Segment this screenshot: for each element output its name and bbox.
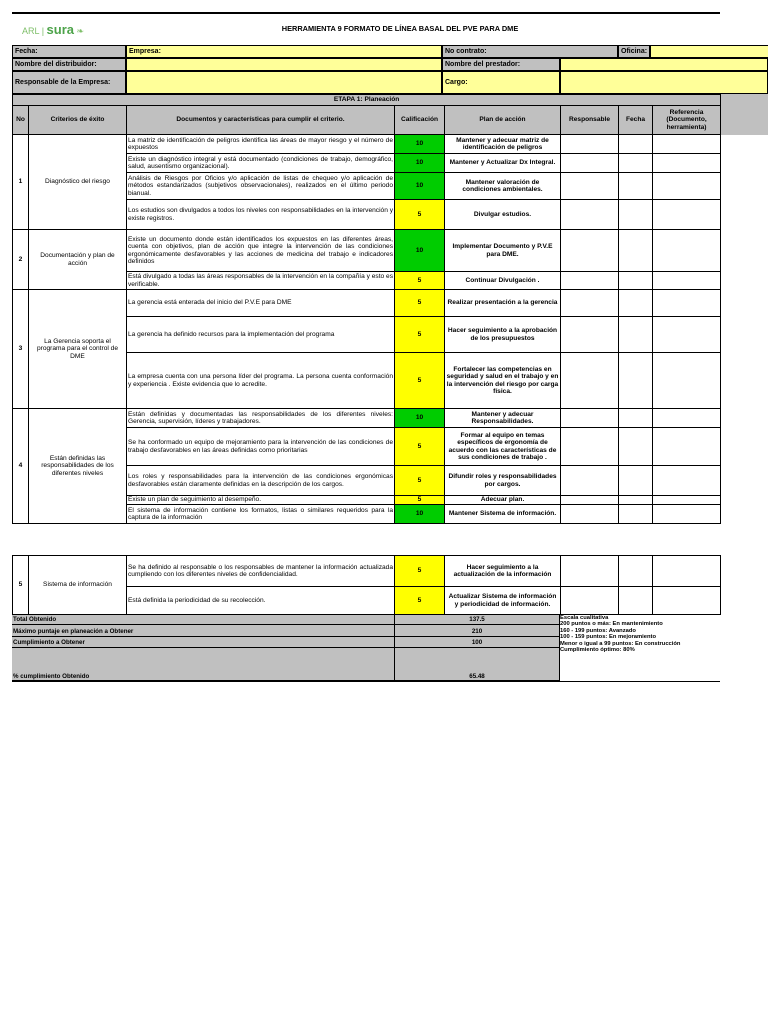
- responsable-cell[interactable]: [561, 587, 619, 615]
- fecha-cell[interactable]: [619, 556, 653, 587]
- referencia-cell[interactable]: [653, 556, 721, 587]
- plan-cell: Continuar Divulgación .: [445, 272, 561, 290]
- responsable-cell[interactable]: [561, 135, 619, 154]
- documento-cell: La gerencia ha definido recursos para la implementación del programa: [127, 317, 395, 353]
- total-label: Total Obtenido: [13, 616, 57, 623]
- fecha-cell[interactable]: [619, 272, 653, 290]
- score-cell[interactable]: 5: [395, 556, 445, 587]
- oficina-field[interactable]: [650, 45, 768, 58]
- plan-cell: Mantener y Actualizar Dx Integral.: [445, 154, 561, 173]
- documento-cell: El sistema de información contiene los formatos, listas o similares requeridos para la captura de la información: [127, 505, 395, 524]
- prestador-field[interactable]: [560, 58, 768, 71]
- side-gray-block: [720, 94, 768, 135]
- referencia-cell[interactable]: [653, 135, 721, 154]
- referencia-cell[interactable]: [653, 353, 721, 409]
- fecha-cell[interactable]: [619, 587, 653, 615]
- responsable-label: Responsable de la Empresa:: [12, 71, 126, 94]
- plan-cell: Implementar Documento y P.V.E para DME.: [445, 230, 561, 272]
- totals-divider-2: [12, 636, 560, 637]
- criterio-cell: Diagnóstico del riesgo: [29, 135, 127, 230]
- pct-value: 65.48: [469, 673, 485, 680]
- plan-cell: Hacer seguimiento a la actualización de la información: [445, 556, 561, 587]
- documento-cell: Se ha definido al responsable o los responsables de mantener la información actualizada cumpliendo con los diferentes niveles de confidencialidad.: [127, 556, 395, 587]
- documento-cell: La matriz de identificación de peligros identifica las áreas de mayor riesgo y el número de expuestos: [127, 135, 395, 154]
- referencia-cell[interactable]: [653, 496, 721, 505]
- max-label: Máximo puntaje en planeación a Obtener: [13, 628, 134, 635]
- bottom-rule: [12, 681, 720, 682]
- etapa-header: ETAPA 1: Planeación: [13, 95, 721, 106]
- plan-cell: Mantener y adecuar matriz de identificación de peligros: [445, 135, 561, 154]
- escala-line: 100 - 159 puntos: En mejoramiento: [560, 634, 656, 641]
- referencia-cell[interactable]: [653, 409, 721, 428]
- plan-cell: Mantener valoración de condiciones ambientales.: [445, 173, 561, 200]
- plan-cell: Divulgar estudios.: [445, 200, 561, 230]
- documento-cell: La gerencia está enterada del inicio del P.V.E para DME: [127, 290, 395, 317]
- score-cell[interactable]: 10: [395, 409, 445, 428]
- score-cell[interactable]: 10: [395, 135, 445, 154]
- cargo-field[interactable]: [560, 71, 768, 94]
- fecha-cell[interactable]: [619, 409, 653, 428]
- fecha-cell[interactable]: [619, 135, 653, 154]
- total-value: 137.5: [469, 616, 485, 623]
- oficina-label: Oficina:: [618, 45, 650, 58]
- referencia-cell[interactable]: [653, 587, 721, 615]
- no-contrato-field[interactable]: No contrato:: [442, 45, 618, 58]
- documento-cell: Está divulgado a todas las áreas responsables de la intervención en la compañía y esto es verificable.: [128, 273, 394, 288]
- referencia-cell[interactable]: [653, 428, 721, 466]
- cargo-label: Cargo:: [442, 71, 560, 94]
- responsable-cell[interactable]: [561, 496, 619, 505]
- responsable-cell[interactable]: [561, 466, 619, 496]
- referencia-cell[interactable]: [653, 505, 721, 524]
- referencia-cell[interactable]: [653, 466, 721, 496]
- escala-cualitativa: [560, 615, 680, 653]
- responsable-cell[interactable]: [561, 505, 619, 524]
- responsable-cell[interactable]: [561, 154, 619, 173]
- documento-cell: Está definida la periodicidad de su recolección.: [127, 587, 395, 615]
- responsable-cell[interactable]: [561, 230, 619, 272]
- fecha-cell[interactable]: [619, 154, 653, 173]
- score-cell[interactable]: 5: [395, 353, 445, 409]
- plan-cell: Hacer seguimiento a la aprobación de los presupuestos: [445, 317, 561, 353]
- score-cell[interactable]: 10: [395, 230, 445, 272]
- responsable-cell[interactable]: [561, 317, 619, 353]
- score-cell[interactable]: 5: [395, 466, 445, 496]
- documento-cell: Los estudios son divulgados a todos los niveles con responsabilidades en la intervención y existe registros.: [127, 200, 395, 230]
- fecha-cell[interactable]: [619, 496, 653, 505]
- criterio-cell: Documentación y plan de acción: [29, 230, 127, 290]
- responsable-cell[interactable]: [561, 272, 619, 290]
- documento-cell: Se ha conformado un equipo de mejoramiento para la intervención de las condiciones de trabajo desfavorables en las áreas definidas como prioritarias: [127, 428, 395, 466]
- responsable-cell[interactable]: [561, 353, 619, 409]
- plan-cell: Realizar presentación a la gerencia: [445, 290, 561, 317]
- col-documentos: Documentos y características para cumplir el criterio.: [127, 106, 395, 135]
- sistema-informacion-table: [12, 555, 721, 615]
- prestador-label: Nombre del prestador:: [442, 58, 560, 71]
- page-title: HERRAMIENTA 9 FORMATO DE LÍNEA BASAL DEL PVE PARA DME: [281, 24, 519, 33]
- cumplimiento-value: 100: [471, 639, 483, 646]
- fecha-cell[interactable]: [619, 200, 653, 230]
- totals-divider-1: [12, 624, 560, 625]
- referencia-cell[interactable]: [653, 230, 721, 272]
- score-cell[interactable]: 5: [395, 272, 445, 290]
- responsable-cell[interactable]: [561, 428, 619, 466]
- row-number: 2: [13, 230, 29, 290]
- score-cell[interactable]: 5: [395, 428, 445, 466]
- escala-line: Cumplimiento óptimo: 80%: [560, 647, 635, 654]
- row-number: 3: [13, 290, 29, 409]
- row-number: 4: [13, 409, 29, 524]
- col-plan: Plan de acción: [445, 106, 561, 135]
- leaf-icon: ❧: [76, 26, 85, 36]
- col-calificacion: Calificación: [395, 106, 445, 135]
- fecha-cell[interactable]: [619, 428, 653, 466]
- documento-cell: Los roles y responsabilidades para la intervención de las condiciones ergonómicas desfavorables están claramente definidas en la descripción de los cargos.: [127, 466, 395, 496]
- arl-sura-logo: ARL | sura ❧: [22, 22, 85, 37]
- col-fecha: Fecha: [619, 106, 653, 135]
- score-cell[interactable]: 10: [395, 505, 445, 524]
- distribuidor-label: Nombre del distribuidor:: [12, 58, 126, 71]
- cumplimiento-label: Cumplimiento a Obtener: [13, 639, 85, 646]
- plan-cell: Fortalecer las competencias en seguridad y salud en el trabajo y en la intervención del riesgo por carga física.: [445, 353, 561, 409]
- fecha-cell[interactable]: [619, 290, 653, 317]
- responsable-field[interactable]: [126, 71, 442, 94]
- score-cell[interactable]: 10: [395, 173, 445, 200]
- totals-divider-3: [12, 647, 560, 648]
- plan-cell: Formar al equipo en temas específicos de ergonomía de acuerdo con las características de sus condiciones de trabajo .: [445, 428, 561, 466]
- referencia-cell[interactable]: [653, 200, 721, 230]
- row-number: 1: [13, 135, 29, 230]
- col-no: No: [13, 106, 29, 135]
- totals-vertical-divider: [394, 614, 395, 681]
- escala-line: Escala cualitativa: [560, 615, 609, 621]
- fecha-cell[interactable]: [619, 173, 653, 200]
- empresa-field[interactable]: Empresa:: [126, 45, 442, 58]
- plan-cell: Mantener y adecuar Responsabilidades.: [445, 409, 561, 428]
- score-cell[interactable]: 5: [395, 496, 445, 505]
- fecha-cell[interactable]: [619, 466, 653, 496]
- escala-line: Menor o igual a 99 puntos: En construcción: [560, 640, 681, 647]
- referencia-cell[interactable]: [653, 272, 721, 290]
- responsable-cell[interactable]: [561, 200, 619, 230]
- score-cell[interactable]: 10: [395, 154, 445, 173]
- row-number: 5: [13, 556, 29, 615]
- criterio-cell: Están definidas las responsabilidades de los diferentes niveles: [29, 409, 127, 524]
- documento-cell: Están definidas y documentadas las responsabilidades de los diferentes niveles: Gerencia, supervisión, líderes y trabajadores.: [127, 409, 395, 428]
- responsable-cell[interactable]: [561, 556, 619, 587]
- documento-cell: Existe un documento donde están identificados los expuestos en las diferentes áreas, cuenta con objetivos, plan de acción que integre la intervención de las condiciones ergonómicamente desfavorables y las acciones de medicina del trabajo e indicadores definidos: [127, 230, 395, 272]
- plan-cell: Actualizar Sistema de información y periodicidad de información.: [445, 587, 561, 615]
- plan-cell: Difundir roles y responsabilidades por cargos.: [445, 466, 561, 496]
- score-cell[interactable]: 5: [395, 317, 445, 353]
- referencia-cell[interactable]: [653, 154, 721, 173]
- documento-cell: Existe un diagnóstico integral y está documentado (condiciones de trabajo, demográfico, salud, ausentismo organizacional).: [127, 154, 395, 173]
- plan-cell: Mantener Sistema de información.: [445, 505, 561, 524]
- responsable-cell[interactable]: [561, 173, 619, 200]
- pct-label: % cumplimiento Obtenido: [13, 673, 90, 680]
- plan-cell: Adecuar plan.: [445, 496, 561, 505]
- fecha-cell[interactable]: [619, 353, 653, 409]
- fecha-label: Fecha:: [12, 45, 126, 58]
- documento-cell: Análisis de Riesgos por Oficios y/o aplicación de listas de chequeo y/o aplicación de métodos estandarizados (subjetivos observacionales), realizados en el último periodo bianual.: [127, 173, 395, 200]
- distribuidor-field[interactable]: [126, 58, 442, 71]
- responsable-cell[interactable]: [561, 290, 619, 317]
- escala-line: 160 - 199 puntos: Avanzado: [560, 627, 636, 634]
- score-cell[interactable]: 5: [395, 290, 445, 317]
- referencia-cell[interactable]: [653, 173, 721, 200]
- max-value: 210: [471, 628, 483, 635]
- criterio-cell: La Gerencia soporta el programa para el control de DME: [29, 290, 127, 409]
- score-cell[interactable]: 5: [395, 200, 445, 230]
- documento-cell: La empresa cuenta con una persona líder del programa. La persona cuenta conformación y experiencia . Existe evidencia que lo acredite.: [127, 353, 395, 409]
- col-responsable: Responsable: [561, 106, 619, 135]
- referencia-cell[interactable]: [653, 290, 721, 317]
- escala-line: 200 puntos o más: En mantenimiento: [560, 621, 663, 628]
- col-criterios: Criterios de éxito: [29, 106, 127, 135]
- criterio-cell: Sistema de información: [29, 556, 127, 615]
- score-cell[interactable]: 5: [395, 587, 445, 615]
- fecha-cell[interactable]: [619, 505, 653, 524]
- fecha-cell[interactable]: [619, 317, 653, 353]
- responsable-cell[interactable]: [561, 409, 619, 428]
- fecha-cell[interactable]: [619, 230, 653, 272]
- documento-cell: Existe un plan de seguimiento al desempeño.: [127, 496, 395, 505]
- referencia-cell[interactable]: [653, 317, 721, 353]
- planeacion-table: [12, 94, 721, 524]
- col-referencia: Referencia (Documento, herramienta): [653, 106, 721, 135]
